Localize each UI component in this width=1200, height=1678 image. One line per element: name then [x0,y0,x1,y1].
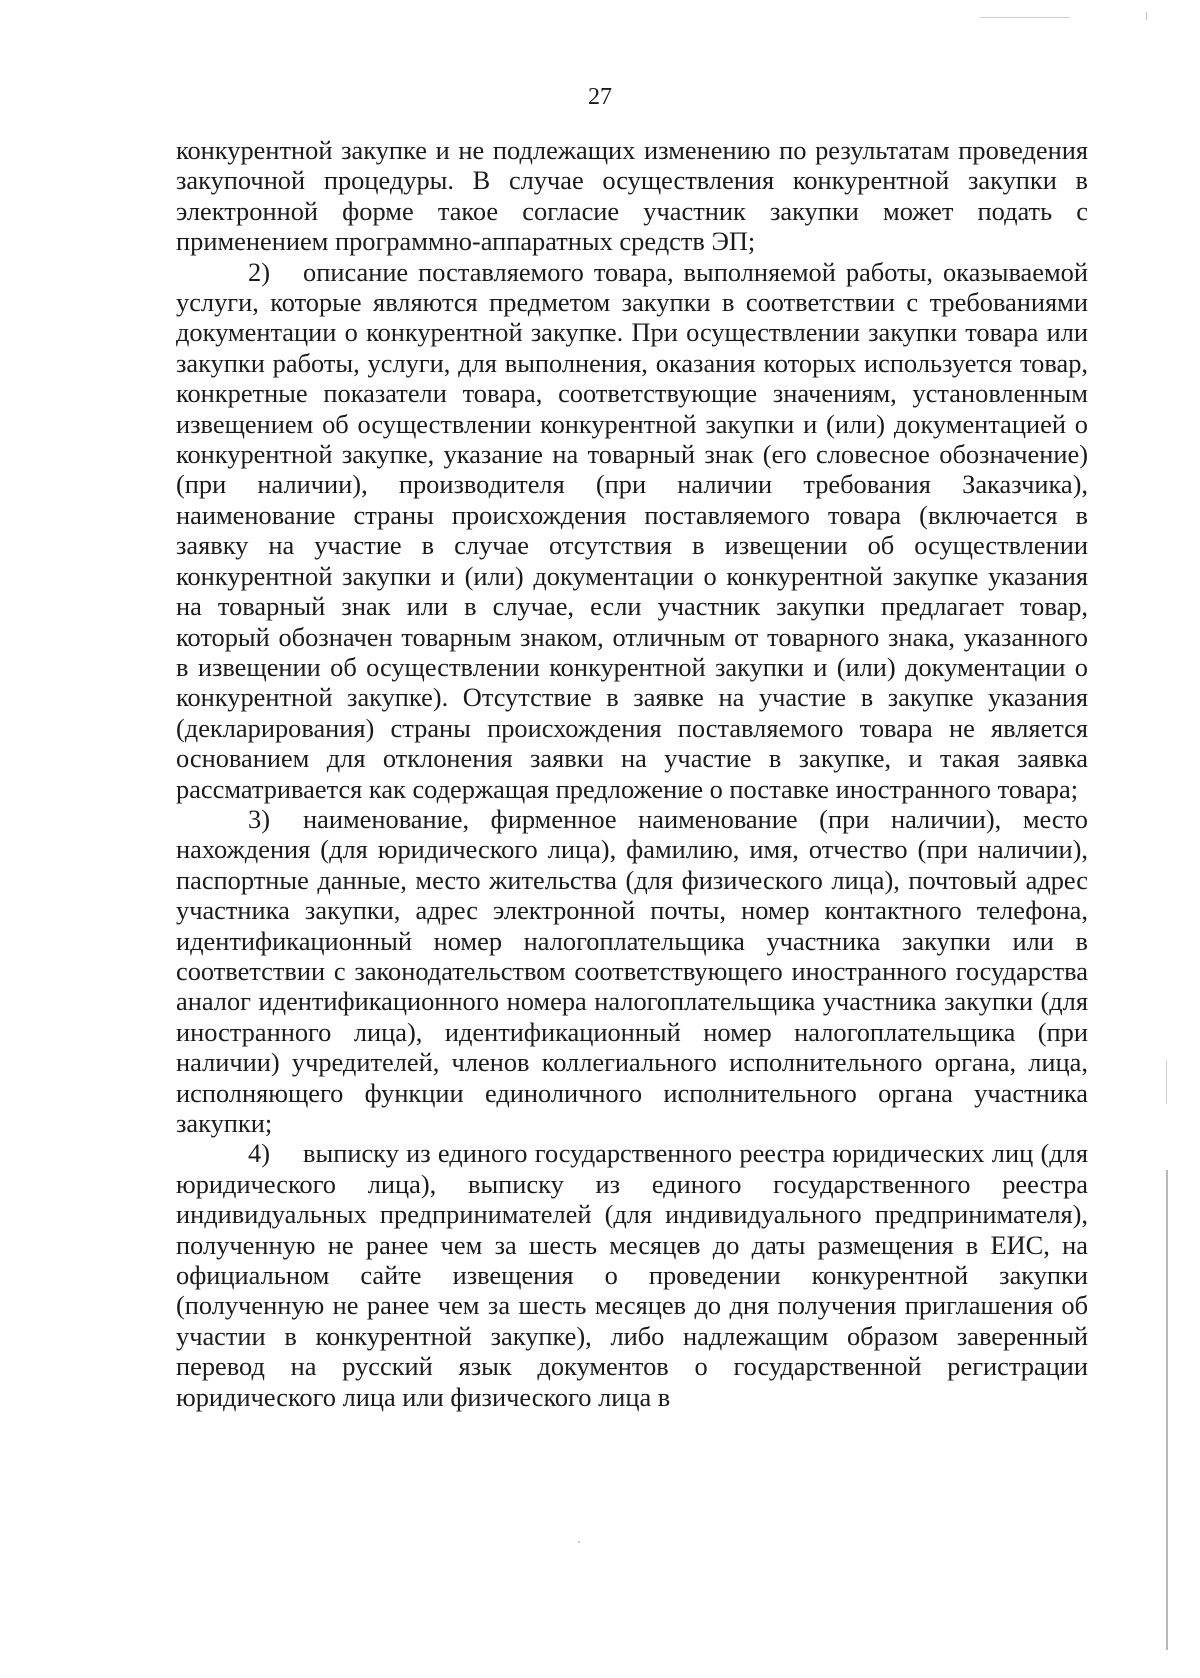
list-item-number: 3) [248,803,270,834]
scan-artifact-top-tick [1146,12,1147,20]
list-item-text: описание поставляемого товара, выполняемой работы, оказываемой услуги, которые являются предметом закупки в соответствии с требованиями документации о конкурентной закупке. При осуществлении закупки товара или закупки работы, услуги, для выполнения, оказания которых используется товар, конкретные показатели товара, соответствующие значениям, установленным извещением об осуществлении конкурентной закупки и (или) документацией о конкурентной закупке, указание на товарный знак (его словесное обозначение) (при наличии), производителя (при наличии требования Заказчика), наименование страны происхождения поставляемого товара (включается в заявку на участие в случае отсутствия в извещении об осуществлении конкурентной закупки и (или) документации о конкурентной закупке указания на товарный знак или в случае, если участник закупки предлагает товар, который обозначен товарным знаком, отличным от товарного знака, указанного в извещении об осуществлении конкурентной закупки и (или) документации о конкурентной закупке). Отсутствие в заявке на участие в закупке указания (декларирования) страны происхождения поставляемого товара не является основанием для отклонения заявки на участие в закупке, и такая заявка рассматривается как содержащая предложение о поставке иностранного товара; [176,256,1088,804]
list-item-text: выписку из единого государственного реестра юридических лиц (для юридического лица), выписку из единого государственного реестра индивидуальных предпринимателей (для индивидуального предпринимателя), полученную не ранее чем за шесть месяцев до даты размещения в ЕИС, на официальном сайте извещения о проведении конкурентной закупки (полученную не ранее чем за шесть месяцев до дня получения приглашения об участии в конкурентной закупке), либо надлежащим образом заверенный перевод на русский язык документов о государственной регистрации юридического лица или физического лица в [176,1138,1088,1412]
scan-artifact-dot [578,1541,580,1543]
list-item-2 [176,257,1088,804]
scan-artifact-right-short [1166,1060,1167,1104]
scan-artifact-right-long [1166,1170,1168,1650]
page-number: 27 [588,84,612,110]
scan-artifact-top [980,17,1070,18]
paragraph-continuation: конкурентной закупке и не подлежащих изменению по результатам проведения закупочной процедуры. В случае осуществления конкурентной закупки в электронной форме такое согласие участник закупки может подать с применением программно-аппаратных средств ЭП; [176,135,1088,257]
list-item-text: наименование, фирменное наименование (при наличии), место нахождения (для юридического лица), фамилию, имя, отчество (при наличии), паспортные данные, место жительства (для физического лица), почтовый адрес участника закупки, адрес электронной почты, номер контактного телефона, идентификационный номер налогоплательщика участника закупки или в соответствии с законодательством соответствующего иностранного государства аналог идентификационного номера налогоплательщика участника закупки (для иностранного лица), идентификационный номер налогоплательщика (при наличии) учредителей, членов коллегиального исполнительного органа, лица, исполняющего функции единоличного исполнительного органа участника закупки; [176,803,1088,1138]
list-item-4 [176,1138,1088,1412]
list-item-number: 4) [248,1138,270,1169]
list-item-3 [176,804,1088,1138]
body-text [176,135,1088,1412]
list-item-number: 2) [248,256,270,287]
